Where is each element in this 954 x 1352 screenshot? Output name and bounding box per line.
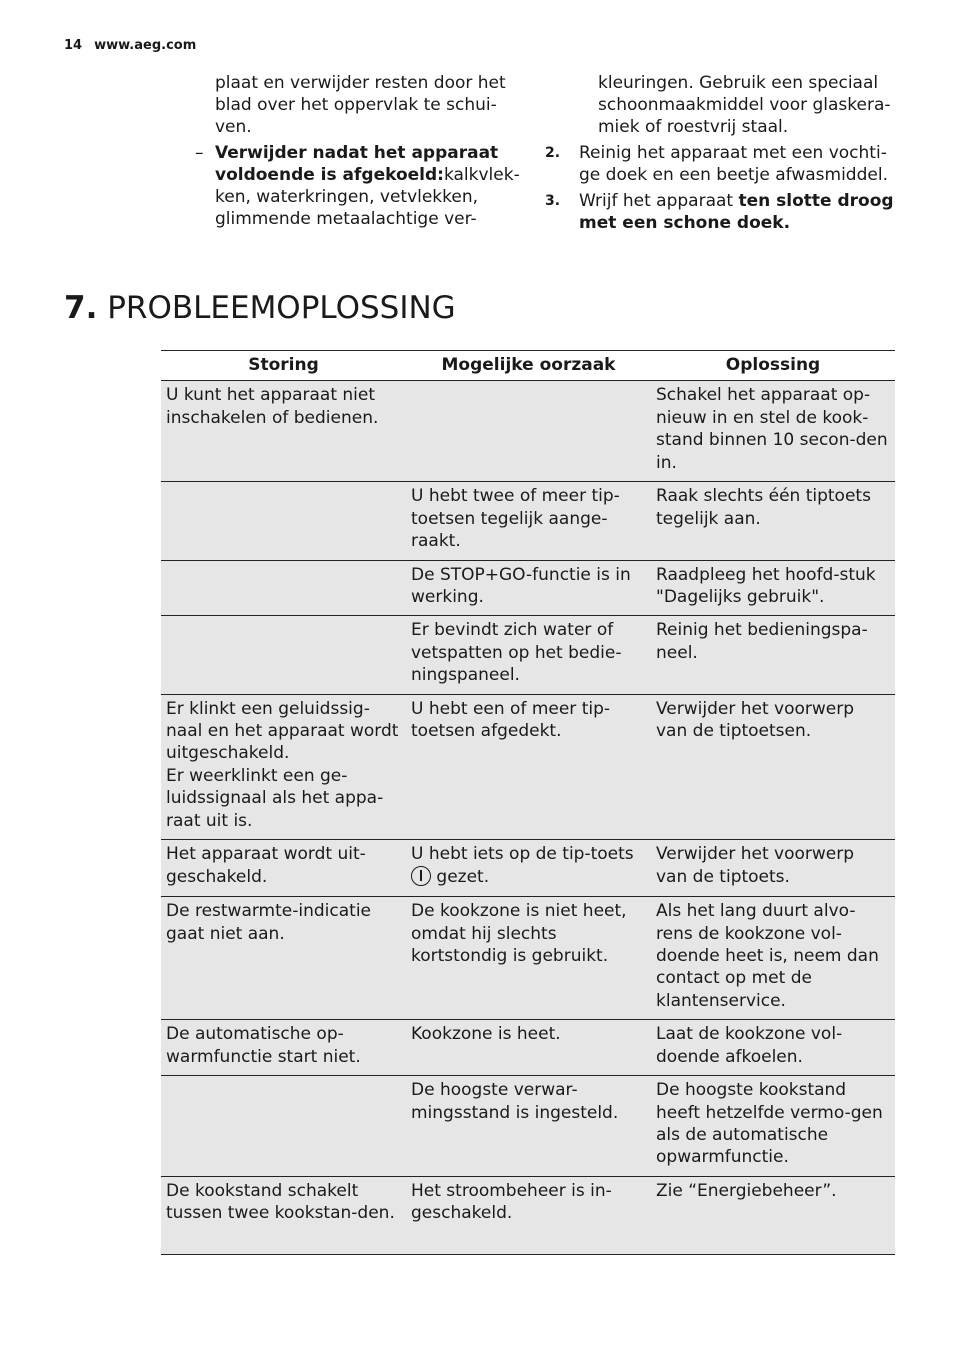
cell-oorzaak: Het stroombeheer is in-geschakeld.: [406, 1176, 651, 1254]
cell-storing: [161, 694, 406, 839]
page-number: 14: [64, 38, 83, 53]
cell-oorzaak: [406, 381, 651, 482]
cell-oplossing: Verwijder het voorwerp van de tiptoets.: [651, 840, 895, 897]
table-row: [161, 897, 895, 1020]
column-header: Oplossing: [651, 351, 895, 381]
cell-storing: [161, 1076, 406, 1177]
dash-item-text: kalkvlek-ken, waterkringen, vetvlekken, glimmende metaalachtige ver-: [215, 165, 520, 229]
table-header-row: [161, 351, 895, 381]
table-row: [161, 694, 895, 839]
cell-storing: [161, 616, 406, 694]
cell-oorzaak: De kookzone is niet heet, omdat hij slechts kortstondig is gebruikt.: [406, 897, 651, 1020]
left-column: [195, 72, 520, 230]
section-number: 7.: [64, 290, 98, 326]
storing-line: Er klinkt een geluidssig-naal en het apparaat wordt uitgeschakeld.: [166, 698, 399, 764]
continued-text-right: kleuringen. Gebruik een speciaal schoonmaakmiddel voor glaskera-miek of roestvrij staal.: [598, 73, 891, 137]
numbered-item-2: [545, 142, 905, 186]
table-row: [161, 1176, 895, 1254]
item-number: 2.: [545, 145, 561, 161]
numbered-item-3: [545, 190, 905, 234]
power-icon: [411, 866, 431, 886]
table-row: [161, 1020, 895, 1076]
item-text: Wrijf het apparaat: [579, 191, 739, 211]
cell-oorzaak: De hoogste verwar-mingsstand is ingesteld.: [406, 1076, 651, 1177]
cell-oorzaak: [406, 840, 651, 897]
cell-oorzaak: Er bevindt zich water of vetspatten op het bedie-ningspaneel.: [406, 616, 651, 694]
troubleshooting-table: [161, 350, 895, 1255]
cell-oplossing: Raadpleeg het hoofd-stuk "Dagelijks gebruik".: [651, 560, 895, 616]
table-row: [161, 840, 895, 897]
item-text: Reinig het apparaat met een vochti-ge doek en een beetje afwasmiddel.: [579, 143, 888, 185]
table-row: [161, 482, 895, 560]
cell-oplossing: Verwijder het voorwerp van de tiptoetsen.: [651, 694, 895, 839]
item-text-bold: ten slotte droog met een schone doek.: [579, 191, 894, 233]
cell-storing: De automatische op-warmfunctie start niet.: [161, 1020, 406, 1076]
cell-oplossing: Schakel het apparaat op-nieuw in en stel de kook-stand binnen 10 secon-den in.: [651, 381, 895, 482]
cell-storing: De kookstand schakelt tussen twee kookstan-den.: [161, 1176, 406, 1254]
cell-storing: [161, 560, 406, 616]
oorzaak-text: gezet.: [436, 866, 490, 887]
table-row: [161, 1076, 895, 1177]
cell-oorzaak: U hebt twee of meer tip-toetsen tegelijk aange-raakt.: [406, 482, 651, 560]
dash-list-item: [195, 142, 520, 230]
section-heading: [64, 290, 456, 326]
site-url: www.aeg.com: [94, 38, 197, 53]
storing-line: Er weerklinkt een ge-luidssignaal als het appa-raat uit is.: [166, 765, 384, 831]
item-number: 3.: [545, 193, 561, 209]
column-header: Mogelijke oorzaak: [406, 351, 651, 381]
continued-text: plaat en verwijder resten door het blad over het oppervlak te schui-ven.: [215, 73, 506, 137]
cell-storing: De restwarmte-indicatie gaat niet aan.: [161, 897, 406, 1020]
cell-oplossing: Als het lang duurt alvo-rens de kookzone vol-doende heet is, neem dan contact op met de klantenservice.: [651, 897, 895, 1020]
cell-oplossing: De hoogste kookstand heeft hetzelfde vermo-gen als de automatische opwarmfunctie.: [651, 1076, 895, 1177]
cell-storing: U kunt het apparaat niet inschakelen of bedienen.: [161, 381, 406, 482]
table-row: [161, 616, 895, 694]
oorzaak-text: U hebt iets op de tip-toets: [411, 844, 634, 865]
cell-oplossing: Raak slechts één tiptoets tegelijk aan.: [651, 482, 895, 560]
column-header: Storing: [161, 351, 406, 381]
cell-oplossing: Zie “Energiebeheer”.: [651, 1176, 895, 1254]
cell-storing: Het apparaat wordt uit-geschakeld.: [161, 840, 406, 897]
section-title: PROBLEEMOPLOSSING: [107, 290, 456, 326]
dash-bullet: –: [195, 143, 204, 163]
cell-oorzaak: Kookzone is heet.: [406, 1020, 651, 1076]
cell-oplossing: Laat de kookzone vol-doende afkoelen.: [651, 1020, 895, 1076]
cell-oorzaak: De STOP+GO-functie is in werking.: [406, 560, 651, 616]
cell-storing: [161, 482, 406, 560]
cell-oplossing: Reinig het bedieningspa-neel.: [651, 616, 895, 694]
table-row: [161, 381, 895, 482]
dash-item-bold: Verwijder nadat het apparaat voldoende is afgekoeld:: [215, 143, 499, 185]
page-header: [64, 38, 208, 53]
table-row: [161, 560, 895, 616]
cell-oorzaak: U hebt een of meer tip-toetsen afgedekt.: [406, 694, 651, 839]
right-column: [545, 72, 905, 234]
